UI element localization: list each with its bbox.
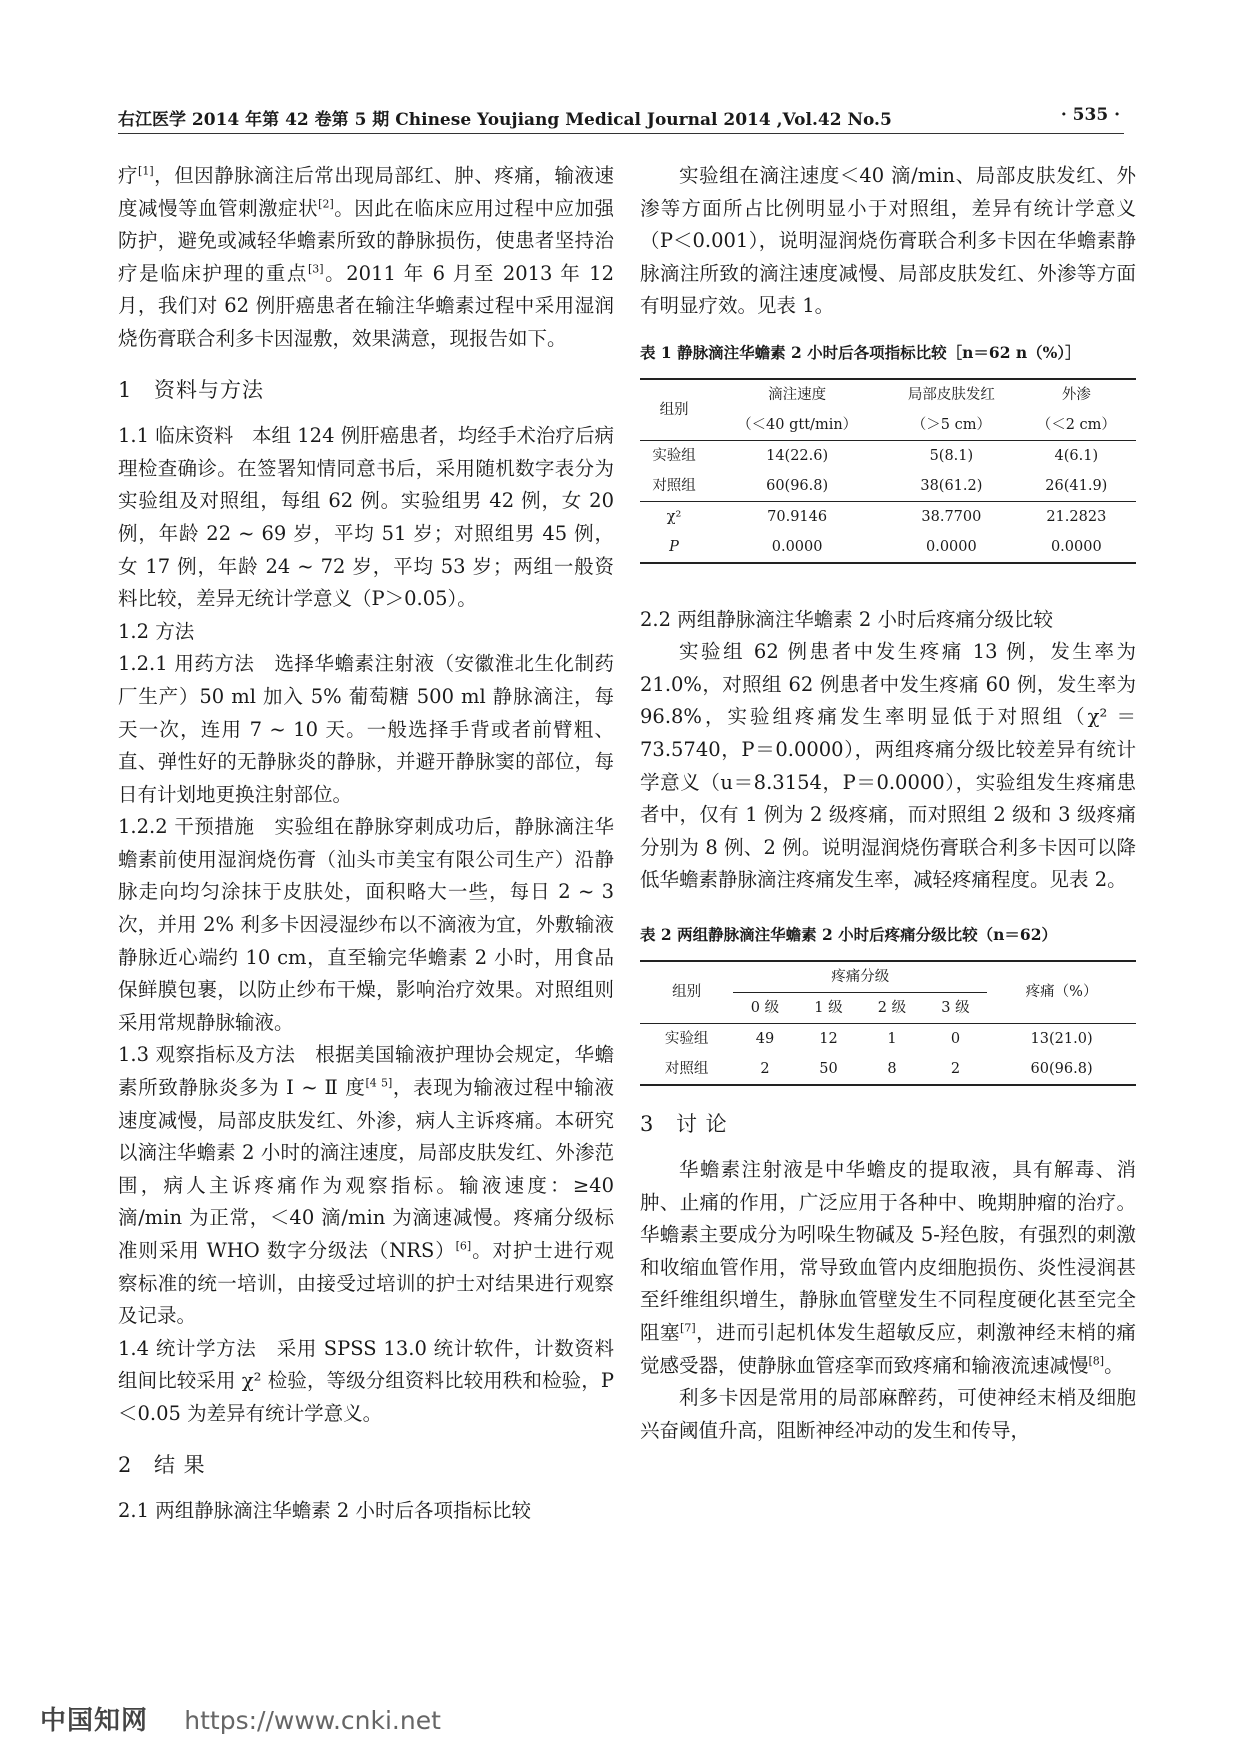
table-cell: 0 <box>950 1030 961 1047</box>
section-1-1: 1.1 临床资料 本组 124 例肝癌患者，均经手术治疗后病理检查确诊。在签署知情同意书后，采用随机数字表分为实验组及对照组，每组 62 例。实验组男 42 例，女 20 例，年龄 22 ~ 69 岁，平均 51 岁；对照组男 45 例，女 17 例，年龄 24 ~ 72 岁，平均 53 岁；两组一般资料比较，差异无统计学意义（P＞0.05）。 <box>118 424 614 611</box>
table-1-caption: 表 1 静脉滴注华蟾素 2 小时后各项指标比较［n＝62 n（%）］ <box>640 342 1081 362</box>
section-heading-1: 1 资料与方法 <box>118 377 264 402</box>
citation-ref[interactable]: [4 5] <box>365 1076 393 1090</box>
subsection-label: 1.4 统计学方法 <box>118 1336 257 1360</box>
subsection-label: 1.1 临床资料 <box>118 424 234 448</box>
page-number: · 535 · <box>1060 105 1120 125</box>
citation-ref[interactable]: [6] <box>455 1239 472 1253</box>
section-1-2-2: 1.2.2 干预措施 实验组在静脉穿刺成功后，静脉滴注华蟾素前使用湿润烧伤膏（汕头市美宝有限公司生产）沿静脉走向均匀涂抹于皮肤处，面积略大一些，每日 2 ~ 3 次，并用 2% 利多卡因浸湿纱布以不滴液为宜，外敷输液静脉近心端约 10 cm，直至输完华蟾素 2 小时，用食品保鲜膜包裹，以防止纱布干燥，影响治疗效果。对照组则采用常规静脉输液。 <box>118 815 614 1034</box>
table-cell: 8 <box>860 1054 923 1085</box>
table-cell: 38(61.2) <box>920 477 983 494</box>
table-cell: 实验组 <box>664 1030 709 1047</box>
table-cell: 4(6.1) <box>1054 447 1099 464</box>
section-heading-3: 3 讨 论 <box>640 1111 728 1136</box>
table-cell: 14(22.6) <box>766 447 829 464</box>
section-1-2-1: 1.2.1 用药方法 选择华蟾素注射液（安徽淮北生化制药厂生产）50 ml 加入 5% 葡萄糖 500 ml 静脉滴注，每天一次，连用 7 ~ 10 天。一般选择手背或者前臂粗、直、弹性好的无静脉炎的静脉，并避开静脉窦的部位，每日有计划地更换注射部位。 <box>118 652 614 806</box>
table-cell: 21.2823 <box>1017 501 1136 532</box>
table-cell: 38.7700 <box>886 501 1017 532</box>
table-cell: 0.0000 <box>1017 532 1136 563</box>
table-cell: 2 <box>924 1054 987 1085</box>
table-header-cell: （＜2 cm） <box>1017 410 1136 441</box>
table-header-cell: 局部皮肤发红 <box>886 379 1017 410</box>
section-1-4: 1.4 统计学方法 采用 SPSS 13.0 统计软件，计数资料组间比较采用 χ² 检验，等级分组资料比较用秩和检验，P＜0.05 为差异有统计学意义。 <box>118 1336 614 1425</box>
table-2 <box>640 960 1136 1086</box>
table-cell: 5(8.1) <box>929 447 974 464</box>
section-1-2-heading: 1.2 方法 <box>118 619 195 643</box>
intro-paragraph: 疗[1]，但因静脉滴注后常出现局部红、肿、疼痛，输液速度减慢等血管刺激症状[2]。因此在临床应用过程中应加强防护，避免或减轻华蟾素所致的静脉损伤，使患者坚持治疗是临床护理的重点[3]。2011 年 6 月至 2013 年 12 月，我们对 62 例肝癌患者在输注华蟾素过程中采用湿润烧伤膏联合利多卡因湿敷，效果满意，现报告如下。 <box>118 164 614 350</box>
citation-ref[interactable]: [2] <box>318 197 334 211</box>
subsection-label: 1.3 观察指标及方法 <box>118 1043 296 1067</box>
table-cell: 1 <box>887 1030 897 1047</box>
table-1 <box>640 378 1136 564</box>
table-header-cell: 0 级 <box>733 992 796 1023</box>
table-cell: 60(96.8) <box>987 1054 1136 1085</box>
table-header-cell: 疼痛（%） <box>987 961 1136 1024</box>
right-column <box>640 160 1136 1447</box>
table-row <box>640 532 1136 563</box>
table-row <box>640 1023 1136 1054</box>
table-header-cell: （＜40 gtt/min） <box>708 410 886 441</box>
table-header-cell: （＞5 cm） <box>886 410 1017 441</box>
left-column <box>118 160 614 1528</box>
table-cell: 50 <box>797 1054 860 1085</box>
table-cell: 70.9146 <box>708 501 886 532</box>
cnki-logo-text: 中国知网 <box>40 1706 149 1736</box>
table-header-cell: 滴注速度 <box>708 379 886 410</box>
table-cell: 13(21.0) <box>1030 1030 1093 1047</box>
table-cell: 60(96.8) <box>766 477 829 494</box>
section-1-3: 1.3 观察指标及方法 根据美国输液护理协会规定，华蟾素所致静脉炎多为 Ⅰ ~ Ⅱ 度[4 5]，表现为输液过程中输液速度减慢，局部皮肤发红、外渗，病人主诉疼痛。本研究以滴注华蟾素 2 小时的滴注速度，局部皮肤发红、外渗范围，病人主诉疼痛作为观察指标。输液速度：≥40 滴/min 为正常，＜40 滴/min 为滴速减慢。疼痛分级标准则采用 WHO 数字分级法（NRS）[6]。对护士进行观察标准的统一培训，由接受过培训的护士对结果进行观察及记录。 <box>118 1043 615 1328</box>
table-header-cell: 1 级 <box>797 992 860 1023</box>
table-cell: 实验组 <box>652 447 696 464</box>
table-header-cell: 组别 <box>640 379 708 441</box>
section-heading-2: 2 结 果 <box>118 1452 206 1477</box>
watermark-footer <box>40 1700 441 1737</box>
table-row <box>640 1054 1136 1085</box>
subsection-label: 1.2.2 干预措施 <box>118 815 255 839</box>
citation-ref[interactable]: [7] <box>680 1321 696 1335</box>
journal-info: 右江医学 2014 年第 42 卷第 5 期 Chinese Youjiang Medical Journal 2014 ,Vol.42 No.5 <box>118 110 892 130</box>
cnki-url-link[interactable]: https://www.cnki.net <box>184 1706 441 1735</box>
table-2-caption: 表 2 两组静脉滴注华蟾素 2 小时后疼痛分级比较（n＝62） <box>640 924 1057 944</box>
table-cell: 12 <box>819 1030 838 1047</box>
discussion-paragraph-2: 利多卡因是常用的局部麻醉药，可使神经末梢及细胞兴奋阈值升高，阻断神经冲动的发生和传导， <box>640 1386 1136 1442</box>
table-header-cell: 3 级 <box>924 992 987 1023</box>
citation-ref[interactable]: [1] <box>138 164 154 178</box>
table-header-cell: 组别 <box>640 961 733 1024</box>
table-cell: 2 <box>733 1054 796 1085</box>
table-cell: P <box>640 532 708 563</box>
table-cell: 49 <box>755 1030 775 1047</box>
section-2-1-text: 实验组在滴注速度＜40 滴/min、局部皮肤发红、外渗等方面所占比例明显小于对照组，差异有统计学意义（P＜0.001），说明湿润烧伤膏联合利多卡因在华蟾素静脉滴注所致的滴注速度减慢、局部皮肤发红、外渗等方面有明显疗效。见表 1。 <box>640 164 1136 318</box>
table-header-cell: 疼痛分级 <box>733 961 987 993</box>
table-row <box>640 440 1136 471</box>
section-2-2-heading: 2.2 两组静脉滴注华蟾素 2 小时后疼痛分级比较 <box>640 607 1054 631</box>
table-cell: χ² <box>640 501 708 532</box>
table-cell: 0.0000 <box>708 532 886 563</box>
table-cell: 对照组 <box>652 477 696 494</box>
citation-ref[interactable]: [8] <box>1088 1354 1105 1368</box>
subsection-label: 1.2.1 用药方法 <box>118 652 255 676</box>
citation-ref[interactable]: [3] <box>307 262 324 276</box>
table-cell: 对照组 <box>640 1054 733 1085</box>
discussion-paragraph-1: 华蟾素注射液是中华蟾皮的提取液，具有解毒、消肿、止痛的作用，广泛应用于各种中、晚期肿瘤的治疗。华蟾素主要成分为吲哚生物碱及 5-羟色胺，有强烈的刺激和收缩血管作用，常导致血管内皮细胞损伤、炎性浸润甚至纤维组织增生，静脉血管壁发生不同程度硬化甚至完全阻塞[7]，进而引起机体发生超敏反应，刺激神经末梢的痛觉感受器，使静脉血管痉挛而致疼痛和输液流速减慢[8]。 <box>640 1158 1136 1377</box>
running-header <box>118 103 1124 134</box>
table-cell: 26(41.9) <box>1045 477 1108 494</box>
section-2-2-text: 实验组 62 例患者中发生疼痛 13 例，发生率为 21.0%，对照组 62 例患者中发生疼痛 60 例，发生率为 96.8%，实验组疼痛发生率明显低于对照组（χ² ＝73.5740，P＝0.0000），两组疼痛分级比较差异有统计学意义（u＝8.3154，P＝0.0000），实验组发生疼痛患者中，仅有 1 例为 2 级疼痛，而对照组 2 级和 3 级疼痛分别为 8 例、2 例。说明湿润烧伤膏联合利多卡因可以降低华蟾素静脉滴注疼痛发生率，减轻疼痛程度。见表 2。 <box>640 640 1136 892</box>
table-cell: 0.0000 <box>886 532 1017 563</box>
table-header-cell: 2 级 <box>860 992 923 1023</box>
table-row <box>640 501 1136 532</box>
section-2-1-heading: 2.1 两组静脉滴注华蟾素 2 小时后各项指标比较 <box>118 1499 532 1523</box>
table-header-cell: 外渗 <box>1017 379 1136 410</box>
table-row <box>640 471 1136 502</box>
